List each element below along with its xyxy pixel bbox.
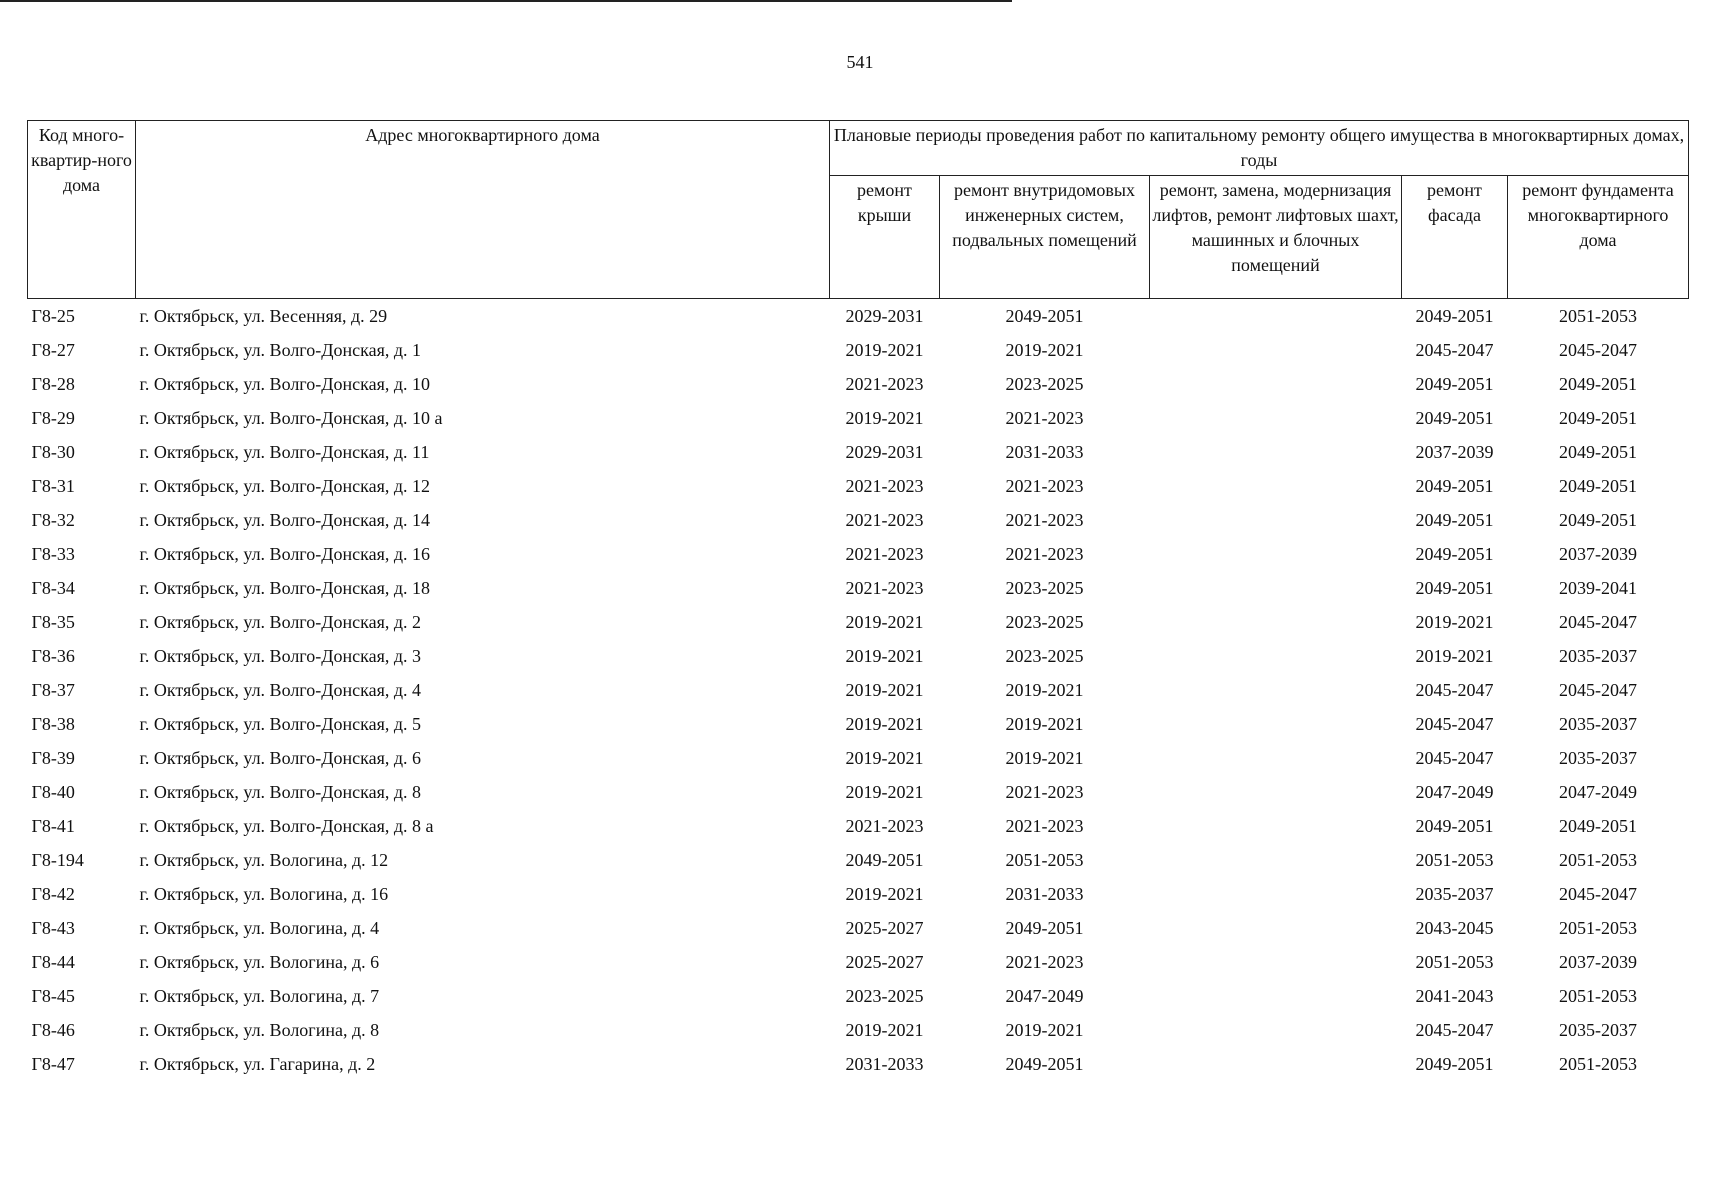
cell-engineering: 2049-2051 [1005, 917, 1084, 938]
cell-address: г. Октябрьск, ул. Волго-Донская, д. 12 [139, 475, 431, 496]
cell-facade: 2049-2051 [1415, 509, 1494, 530]
table-row [28, 503, 1689, 537]
header-periods-group: Плановые периоды проведения работ по капитальному ремонту общего имущества в многоквартирных домах, годы [830, 121, 1689, 176]
cell-engineering: 2021-2023 [1005, 509, 1084, 530]
cell-foundation: 2051-2053 [1559, 305, 1637, 326]
cell-elevator [1150, 435, 1402, 469]
table-row [28, 741, 1689, 775]
cell-roof: 2019-2021 [845, 1019, 924, 1040]
cell-code: Г8-33 [31, 543, 75, 564]
cell-facade: 2049-2051 [1415, 543, 1494, 564]
top-rule [0, 0, 1012, 2]
cell-elevator [1150, 639, 1402, 673]
header-row [28, 121, 1689, 176]
cell-foundation: 2051-2053 [1559, 985, 1637, 1006]
cell-roof: 2019-2021 [845, 339, 924, 360]
cell-elevator [1150, 571, 1402, 605]
cell-roof: 2019-2021 [845, 645, 924, 666]
cell-elevator [1150, 877, 1402, 911]
cell-address: г. Октябрьск, ул. Волго-Донская, д. 3 [139, 645, 422, 666]
cell-elevator [1150, 299, 1402, 334]
cell-foundation: 2037-2039 [1559, 951, 1637, 972]
cell-roof: 2019-2021 [845, 611, 924, 632]
header-roof: ремонт крыши [830, 176, 940, 299]
cell-engineering: 2021-2023 [1005, 781, 1084, 802]
cell-facade: 2049-2051 [1415, 577, 1494, 598]
cell-elevator [1150, 537, 1402, 571]
cell-code: Г8-41 [31, 815, 75, 836]
cell-address: г. Октябрьск, ул. Вологина, д. 12 [139, 849, 389, 870]
cell-elevator [1150, 333, 1402, 367]
cell-foundation: 2049-2051 [1559, 815, 1637, 836]
cell-roof: 2025-2027 [845, 917, 924, 938]
cell-roof: 2025-2027 [845, 951, 924, 972]
cell-code: Г8-46 [31, 1019, 75, 1040]
cell-engineering: 2021-2023 [1005, 543, 1084, 564]
cell-foundation: 2045-2047 [1559, 679, 1637, 700]
cell-engineering: 2051-2053 [1005, 849, 1084, 870]
header-address: Адрес многоквартирного дома [136, 121, 830, 299]
cell-engineering: 2023-2025 [1005, 373, 1084, 394]
cell-address: г. Октябрьск, ул. Вологина, д. 16 [139, 883, 389, 904]
cell-code: Г8-44 [31, 951, 75, 972]
cell-facade: 2045-2047 [1415, 679, 1494, 700]
cell-facade: 2043-2045 [1415, 917, 1494, 938]
cell-facade: 2051-2053 [1415, 849, 1494, 870]
cell-roof: 2023-2025 [845, 985, 924, 1006]
table-row [28, 367, 1689, 401]
table-row [28, 843, 1689, 877]
cell-roof: 2029-2031 [845, 441, 924, 462]
cell-elevator [1150, 741, 1402, 775]
cell-code: Г8-28 [31, 373, 75, 394]
cell-elevator [1150, 401, 1402, 435]
cell-address: г. Октябрьск, ул. Волго-Донская, д. 18 [139, 577, 431, 598]
cell-code: Г8-36 [31, 645, 75, 666]
cell-foundation: 2045-2047 [1559, 611, 1637, 632]
cell-elevator [1150, 367, 1402, 401]
header-foundation: ремонт фундамента многоквартирного дома [1508, 176, 1689, 299]
cell-engineering: 2019-2021 [1005, 1019, 1084, 1040]
cell-facade: 2041-2043 [1415, 985, 1494, 1006]
cell-elevator [1150, 775, 1402, 809]
cell-roof: 2019-2021 [845, 407, 924, 428]
cell-engineering: 2019-2021 [1005, 713, 1084, 734]
cell-engineering: 2023-2025 [1005, 611, 1084, 632]
cell-facade: 2049-2051 [1415, 1053, 1494, 1074]
table-row [28, 333, 1689, 367]
page-number: 541 [846, 52, 874, 72]
cell-code: Г8-194 [31, 849, 84, 870]
table-row [28, 1047, 1689, 1081]
cell-roof: 2021-2023 [845, 577, 924, 598]
header-facade: ремонт фасада [1402, 176, 1508, 299]
cell-facade: 2019-2021 [1415, 611, 1494, 632]
cell-address: г. Октябрьск, ул. Вологина, д. 7 [139, 985, 380, 1006]
cell-code: Г8-47 [31, 1053, 75, 1074]
cell-address: г. Октябрьск, ул. Весенняя, д. 29 [139, 305, 388, 326]
cell-code: Г8-34 [31, 577, 75, 598]
table-row [28, 299, 1689, 334]
table-row [28, 809, 1689, 843]
table-row [28, 945, 1689, 979]
header-code: Код много-квартир-ного дома [28, 121, 136, 299]
cell-roof: 2031-2033 [845, 1053, 924, 1074]
cell-roof: 2049-2051 [845, 849, 924, 870]
cell-elevator [1150, 843, 1402, 877]
cell-engineering: 2021-2023 [1005, 407, 1084, 428]
cell-facade: 2049-2051 [1415, 475, 1494, 496]
cell-address: г. Октябрьск, ул. Волго-Донская, д. 16 [139, 543, 431, 564]
cell-code: Г8-31 [31, 475, 75, 496]
table-body [28, 299, 1689, 1082]
repair-schedule-table [27, 120, 1689, 1081]
cell-elevator [1150, 1013, 1402, 1047]
cell-code: Г8-35 [31, 611, 75, 632]
table-row [28, 605, 1689, 639]
cell-roof: 2019-2021 [845, 713, 924, 734]
cell-facade: 2045-2047 [1415, 713, 1494, 734]
cell-code: Г8-37 [31, 679, 75, 700]
cell-address: г. Октябрьск, ул. Волго-Донская, д. 5 [139, 713, 422, 734]
cell-foundation: 2037-2039 [1559, 543, 1637, 564]
table-row [28, 639, 1689, 673]
cell-facade: 2049-2051 [1415, 305, 1494, 326]
table-row [28, 979, 1689, 1013]
cell-address: г. Октябрьск, ул. Вологина, д. 8 [139, 1019, 380, 1040]
table-row [28, 537, 1689, 571]
cell-elevator [1150, 979, 1402, 1013]
cell-roof: 2021-2023 [845, 373, 924, 394]
cell-facade: 2045-2047 [1415, 1019, 1494, 1040]
table-row [28, 911, 1689, 945]
cell-facade: 2049-2051 [1415, 815, 1494, 836]
table-row [28, 877, 1689, 911]
cell-address: г. Октябрьск, ул. Волго-Донская, д. 2 [139, 611, 422, 632]
cell-code: Г8-42 [31, 883, 75, 904]
cell-address: г. Октябрьск, ул. Волго-Донская, д. 14 [139, 509, 431, 530]
cell-facade: 2019-2021 [1415, 645, 1494, 666]
cell-address: г. Октябрьск, ул. Волго-Донская, д. 1 [139, 339, 422, 360]
cell-engineering: 2021-2023 [1005, 951, 1084, 972]
cell-facade: 2047-2049 [1415, 781, 1494, 802]
cell-engineering: 2047-2049 [1005, 985, 1084, 1006]
cell-foundation: 2051-2053 [1559, 1053, 1637, 1074]
cell-elevator [1150, 707, 1402, 741]
table-row [28, 469, 1689, 503]
cell-foundation: 2049-2051 [1559, 509, 1637, 530]
cell-facade: 2049-2051 [1415, 407, 1494, 428]
cell-elevator [1150, 1047, 1402, 1081]
cell-elevator [1150, 469, 1402, 503]
cell-elevator [1150, 605, 1402, 639]
cell-roof: 2029-2031 [845, 305, 924, 326]
cell-engineering: 2021-2023 [1005, 475, 1084, 496]
cell-elevator [1150, 945, 1402, 979]
cell-engineering: 2049-2051 [1005, 1053, 1084, 1074]
cell-elevator [1150, 911, 1402, 945]
cell-address: г. Октябрьск, ул. Гагарина, д. 2 [139, 1053, 376, 1074]
cell-engineering: 2019-2021 [1005, 679, 1084, 700]
cell-foundation: 2051-2053 [1559, 849, 1637, 870]
cell-address: г. Октябрьск, ул. Вологина, д. 6 [139, 951, 380, 972]
cell-code: Г8-39 [31, 747, 75, 768]
cell-address: г. Октябрьск, ул. Волго-Донская, д. 4 [139, 679, 422, 700]
cell-foundation: 2051-2053 [1559, 917, 1637, 938]
table-row [28, 571, 1689, 605]
cell-address: г. Октябрьск, ул. Волго-Донская, д. 11 [139, 441, 430, 462]
cell-foundation: 2039-2041 [1559, 577, 1637, 598]
cell-roof: 2021-2023 [845, 509, 924, 530]
cell-foundation: 2035-2037 [1559, 747, 1637, 768]
cell-code: Г8-40 [31, 781, 75, 802]
table-row [28, 435, 1689, 469]
cell-foundation: 2045-2047 [1559, 883, 1637, 904]
cell-code: Г8-25 [31, 305, 75, 326]
cell-address: г. Октябрьск, ул. Волго-Донская, д. 8 [139, 781, 422, 802]
cell-facade: 2037-2039 [1415, 441, 1494, 462]
cell-facade: 2035-2037 [1415, 883, 1494, 904]
cell-roof: 2021-2023 [845, 543, 924, 564]
cell-code: Г8-45 [31, 985, 75, 1006]
table-row [28, 673, 1689, 707]
cell-foundation: 2035-2037 [1559, 713, 1637, 734]
cell-engineering: 2023-2025 [1005, 577, 1084, 598]
cell-facade: 2049-2051 [1415, 373, 1494, 394]
cell-foundation: 2035-2037 [1559, 1019, 1637, 1040]
cell-address: г. Октябрьск, ул. Вологина, д. 4 [139, 917, 380, 938]
table-row [28, 1013, 1689, 1047]
cell-address: г. Октябрьск, ул. Волго-Донская, д. 10 а [139, 407, 443, 428]
cell-roof: 2019-2021 [845, 747, 924, 768]
cell-elevator [1150, 809, 1402, 843]
cell-foundation: 2049-2051 [1559, 407, 1637, 428]
cell-code: Г8-30 [31, 441, 75, 462]
table-row [28, 707, 1689, 741]
cell-engineering: 2031-2033 [1005, 441, 1084, 462]
cell-engineering: 2019-2021 [1005, 747, 1084, 768]
cell-roof: 2019-2021 [845, 679, 924, 700]
cell-code: Г8-43 [31, 917, 75, 938]
cell-code: Г8-38 [31, 713, 75, 734]
cell-foundation: 2035-2037 [1559, 645, 1637, 666]
cell-foundation: 2049-2051 [1559, 475, 1637, 496]
cell-foundation: 2045-2047 [1559, 339, 1637, 360]
cell-code: Г8-32 [31, 509, 75, 530]
cell-engineering: 2021-2023 [1005, 815, 1084, 836]
table-row [28, 775, 1689, 809]
cell-roof: 2019-2021 [845, 883, 924, 904]
cell-address: г. Октябрьск, ул. Волго-Донская, д. 6 [139, 747, 422, 768]
cell-engineering: 2049-2051 [1005, 305, 1084, 326]
cell-address: г. Октябрьск, ул. Волго-Донская, д. 10 [139, 373, 431, 394]
header-engineering: ремонт внутридомовых инженерных систем, подвальных помещений [940, 176, 1150, 299]
cell-facade: 2051-2053 [1415, 951, 1494, 972]
cell-foundation: 2049-2051 [1559, 441, 1637, 462]
cell-foundation: 2047-2049 [1559, 781, 1637, 802]
table-row [28, 401, 1689, 435]
cell-code: Г8-29 [31, 407, 75, 428]
cell-engineering: 2023-2025 [1005, 645, 1084, 666]
cell-elevator [1150, 503, 1402, 537]
cell-address: г. Октябрьск, ул. Волго-Донская, д. 8 а [139, 815, 434, 836]
cell-roof: 2021-2023 [845, 815, 924, 836]
cell-elevator [1150, 673, 1402, 707]
header-elevator: ремонт, замена, модернизация лифтов, ремонт лифтовых шахт, машинных и блочных помещений [1150, 176, 1402, 299]
cell-roof: 2019-2021 [845, 781, 924, 802]
cell-foundation: 2049-2051 [1559, 373, 1637, 394]
cell-engineering: 2031-2033 [1005, 883, 1084, 904]
cell-roof: 2021-2023 [845, 475, 924, 496]
cell-code: Г8-27 [31, 339, 75, 360]
cell-facade: 2045-2047 [1415, 747, 1494, 768]
cell-engineering: 2019-2021 [1005, 339, 1084, 360]
cell-facade: 2045-2047 [1415, 339, 1494, 360]
